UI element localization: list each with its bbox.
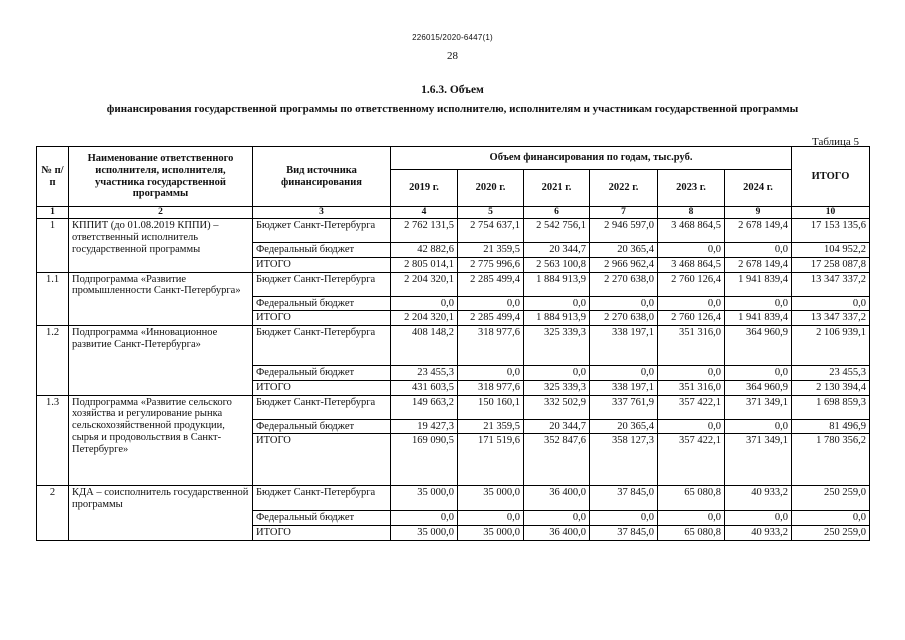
column-number: 4 [391, 207, 458, 219]
column-number: 9 [725, 207, 792, 219]
total-amount: 250 259,0 [792, 526, 870, 541]
year-amount: 40 933,2 [725, 486, 792, 511]
participant-name: Подпрограмма «Инновационное развитие Санкт-Петербурга» [69, 326, 253, 396]
total-amount: 23 455,3 [792, 366, 870, 381]
year-amount: 0,0 [458, 366, 524, 381]
year-amount: 332 502,9 [524, 395, 590, 419]
year-amount: 0,0 [458, 511, 524, 526]
year-amount: 358 127,3 [590, 434, 658, 486]
column-number: 1 [37, 207, 69, 219]
year-amount: 337 761,9 [590, 395, 658, 419]
section-subtitle: финансирования государственной программы по ответственному исполнителю, исполнителям и участникам государственной программы [106, 103, 799, 115]
year-amount: 2 805 014,1 [391, 257, 458, 272]
year-amount: 171 519,6 [458, 434, 524, 486]
year-amount: 352 847,6 [524, 434, 590, 486]
year-amount: 364 960,9 [725, 326, 792, 366]
table-label: Таблица 5 [812, 136, 860, 148]
header-year: 2019 г. [391, 170, 458, 207]
funding-source: ИТОГО [253, 526, 391, 541]
year-amount: 2 270 638,0 [590, 311, 658, 326]
year-amount: 2 204 320,1 [391, 272, 458, 296]
year-amount: 0,0 [524, 366, 590, 381]
year-amount: 0,0 [590, 511, 658, 526]
funding-source: Бюджет Санкт-Петербурга [253, 326, 391, 366]
year-amount: 0,0 [658, 511, 725, 526]
year-amount: 21 359,5 [458, 243, 524, 258]
year-amount: 1 941 839,4 [725, 311, 792, 326]
year-amount: 325 339,3 [524, 326, 590, 366]
total-amount: 2 106 939,1 [792, 326, 870, 366]
year-amount: 0,0 [725, 296, 792, 311]
funding-source: ИТОГО [253, 380, 391, 395]
year-amount: 318 977,6 [458, 380, 524, 395]
year-amount: 0,0 [725, 419, 792, 434]
year-amount: 2 775 996,6 [458, 257, 524, 272]
header-year: 2024 г. [725, 170, 792, 207]
year-amount: 0,0 [658, 243, 725, 258]
year-amount: 2 760 126,4 [658, 311, 725, 326]
year-amount: 35 000,0 [391, 486, 458, 511]
year-amount: 36 400,0 [524, 486, 590, 511]
funding-source: Бюджет Санкт-Петербурга [253, 486, 391, 511]
participant-name: КППИТ (до 01.08.2019 КППИ) – ответственный исполнитель государственной программы [69, 219, 253, 273]
year-amount: 1 884 913,9 [524, 272, 590, 296]
year-amount: 338 197,1 [590, 326, 658, 366]
year-amount: 65 080,8 [658, 486, 725, 511]
year-amount: 0,0 [590, 366, 658, 381]
year-amount: 2 762 131,5 [391, 219, 458, 243]
total-amount: 2 130 394,4 [792, 380, 870, 395]
year-amount: 35 000,0 [458, 486, 524, 511]
header-name: Наименование ответственного исполнителя, исполнителя, участника государственной программы [69, 147, 253, 207]
year-amount: 318 977,6 [458, 326, 524, 366]
total-amount: 13 347 337,2 [792, 311, 870, 326]
row-number: 1.3 [37, 395, 69, 486]
funding-source: Бюджет Санкт-Петербурга [253, 272, 391, 296]
year-amount: 371 349,1 [725, 395, 792, 419]
year-amount: 3 468 864,5 [658, 257, 725, 272]
section-title: 1.6.3. Объем [421, 84, 484, 96]
year-amount: 65 080,8 [658, 526, 725, 541]
year-amount: 2 754 637,1 [458, 219, 524, 243]
year-amount: 357 422,1 [658, 434, 725, 486]
year-amount: 357 422,1 [658, 395, 725, 419]
year-amount: 0,0 [725, 511, 792, 526]
year-amount: 150 160,1 [458, 395, 524, 419]
column-number: 2 [69, 207, 253, 219]
year-amount: 42 882,6 [391, 243, 458, 258]
header-year: 2020 г. [458, 170, 524, 207]
funding-source: ИТОГО [253, 434, 391, 486]
year-amount: 0,0 [658, 296, 725, 311]
year-amount: 0,0 [658, 419, 725, 434]
year-amount: 3 468 864,5 [658, 219, 725, 243]
year-amount: 20 344,7 [524, 243, 590, 258]
year-amount: 36 400,0 [524, 526, 590, 541]
year-amount: 2 678 149,4 [725, 219, 792, 243]
row-number: 1.1 [37, 272, 69, 326]
table-row [37, 395, 870, 419]
year-amount: 2 204 320,1 [391, 311, 458, 326]
total-amount: 13 347 337,2 [792, 272, 870, 296]
table-row [37, 326, 870, 366]
total-amount: 104 952,2 [792, 243, 870, 258]
funding-source: Бюджет Санкт-Петербурга [253, 395, 391, 419]
total-amount: 0,0 [792, 511, 870, 526]
year-amount: 35 000,0 [391, 526, 458, 541]
year-amount: 0,0 [725, 366, 792, 381]
year-amount: 0,0 [391, 296, 458, 311]
total-amount: 17 258 087,8 [792, 257, 870, 272]
header-volume-group: Объем финансирования по годам, тыс.руб. [391, 147, 792, 170]
column-numbers-row [37, 207, 870, 219]
year-amount: 325 339,3 [524, 380, 590, 395]
funding-source: ИТОГО [253, 311, 391, 326]
year-amount: 2 270 638,0 [590, 272, 658, 296]
document-id: 226015/2020-6447(1) [412, 33, 493, 42]
header-year: 2023 г. [658, 170, 725, 207]
year-amount: 0,0 [524, 296, 590, 311]
column-number: 7 [590, 207, 658, 219]
year-amount: 0,0 [658, 366, 725, 381]
total-amount: 81 496,9 [792, 419, 870, 434]
year-amount: 23 455,3 [391, 366, 458, 381]
header-year: 2022 г. [590, 170, 658, 207]
page-number: 28 [447, 50, 458, 62]
year-amount: 2 563 100,8 [524, 257, 590, 272]
funding-source: Федеральный бюджет [253, 296, 391, 311]
year-amount: 1 884 913,9 [524, 311, 590, 326]
column-number: 3 [253, 207, 391, 219]
funding-source: ИТОГО [253, 257, 391, 272]
year-amount: 371 349,1 [725, 434, 792, 486]
total-amount: 1 698 859,3 [792, 395, 870, 419]
year-amount: 2 542 756,1 [524, 219, 590, 243]
year-amount: 20 344,7 [524, 419, 590, 434]
participant-name: Подпрограмма «Развитие сельского хозяйства и регулирование рынка сельскохозяйственной продукции, сырья и продовольствия в Санкт-Петербурге» [69, 395, 253, 486]
year-amount: 0,0 [725, 243, 792, 258]
funding-source: Бюджет Санкт-Петербурга [253, 219, 391, 243]
year-amount: 338 197,1 [590, 380, 658, 395]
column-number: 5 [458, 207, 524, 219]
year-amount: 0,0 [524, 511, 590, 526]
year-amount: 2 966 962,4 [590, 257, 658, 272]
year-amount: 364 960,9 [725, 380, 792, 395]
total-amount: 250 259,0 [792, 486, 870, 511]
funding-source: Федеральный бюджет [253, 419, 391, 434]
year-amount: 0,0 [458, 296, 524, 311]
year-amount: 20 365,4 [590, 243, 658, 258]
year-amount: 40 933,2 [725, 526, 792, 541]
column-number: 10 [792, 207, 870, 219]
year-amount: 20 365,4 [590, 419, 658, 434]
table-body [37, 219, 870, 541]
funding-source: Федеральный бюджет [253, 511, 391, 526]
column-number: 8 [658, 207, 725, 219]
row-number: 1 [37, 219, 69, 273]
year-amount: 2 946 597,0 [590, 219, 658, 243]
table-row [37, 486, 870, 511]
participant-name: Подпрограмма «Развитие промышленности Санкт-Петербурга» [69, 272, 253, 326]
header-source: Вид источника финансирования [253, 147, 391, 207]
year-amount: 408 148,2 [391, 326, 458, 366]
total-amount: 0,0 [792, 296, 870, 311]
header-num: № п/п [37, 147, 69, 207]
funding-source: Федеральный бюджет [253, 366, 391, 381]
year-amount: 351 316,0 [658, 326, 725, 366]
column-number: 6 [524, 207, 590, 219]
total-amount: 1 780 356,2 [792, 434, 870, 486]
financing-table [36, 146, 870, 541]
year-amount: 37 845,0 [590, 486, 658, 511]
year-amount: 2 760 126,4 [658, 272, 725, 296]
table-row [37, 272, 870, 296]
year-amount: 2 285 499,4 [458, 272, 524, 296]
year-amount: 149 663,2 [391, 395, 458, 419]
year-amount: 35 000,0 [458, 526, 524, 541]
year-amount: 0,0 [590, 296, 658, 311]
year-amount: 2 285 499,4 [458, 311, 524, 326]
year-amount: 351 316,0 [658, 380, 725, 395]
header-total: ИТОГО [792, 147, 870, 207]
header-year: 2021 г. [524, 170, 590, 207]
year-amount: 169 090,5 [391, 434, 458, 486]
year-amount: 19 427,3 [391, 419, 458, 434]
year-amount: 0,0 [391, 511, 458, 526]
year-amount: 1 941 839,4 [725, 272, 792, 296]
year-amount: 21 359,5 [458, 419, 524, 434]
participant-name: КДА – соисполнитель государственной программы [69, 486, 253, 541]
year-amount: 431 603,5 [391, 380, 458, 395]
row-number: 2 [37, 486, 69, 541]
year-amount: 2 678 149,4 [725, 257, 792, 272]
table-row [37, 219, 870, 243]
funding-source: Федеральный бюджет [253, 243, 391, 258]
total-amount: 17 153 135,6 [792, 219, 870, 243]
row-number: 1.2 [37, 326, 69, 396]
year-amount: 37 845,0 [590, 526, 658, 541]
